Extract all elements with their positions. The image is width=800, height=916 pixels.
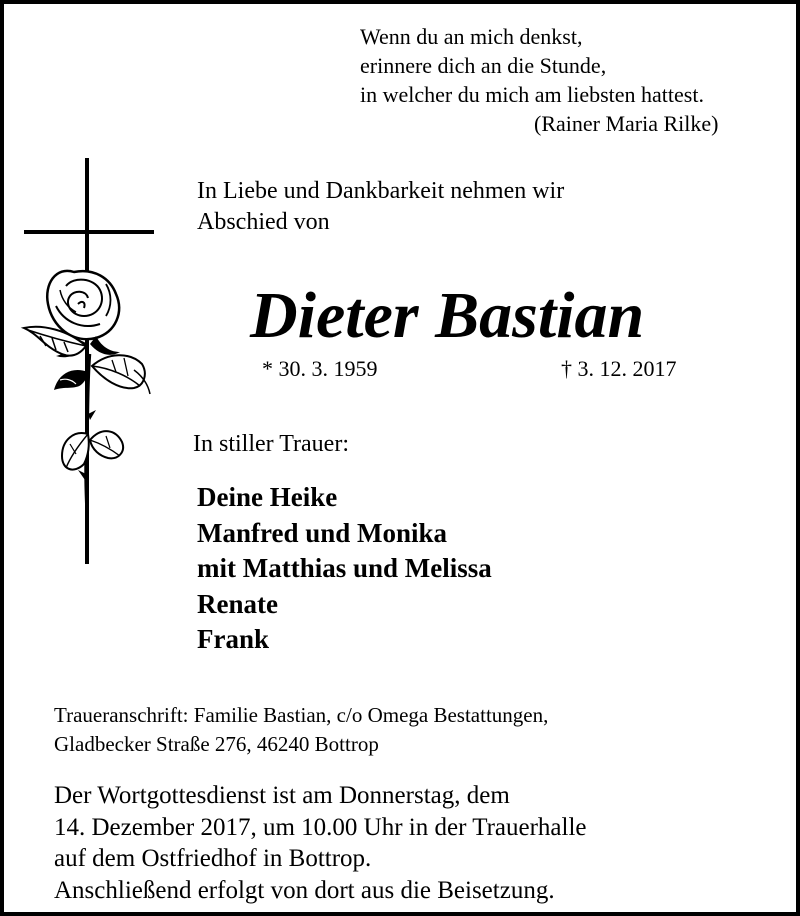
mourning-label: In stiller Trauer:	[193, 431, 349, 457]
deceased-name: Dieter Bastian	[250, 279, 645, 352]
intro-text	[197, 176, 564, 238]
intro-line-2: Abschied von	[197, 209, 330, 235]
family-member: Renate	[197, 588, 278, 619]
service-line-4: Anschließend erfolgt von dort aus die Beisetzung.	[54, 876, 555, 904]
poem-line-3: in welcher du mich am liebsten hattest.	[360, 82, 704, 107]
mourning-address	[54, 701, 548, 759]
family-member: Manfred und Monika	[197, 517, 448, 548]
poem-quote	[360, 22, 719, 138]
family-member: Frank	[197, 624, 270, 654]
family-member: mit Matthias und Melissa	[197, 553, 492, 583]
service-info	[54, 780, 587, 906]
family-member: Deine Heike	[197, 482, 338, 512]
service-line-1: Der Wortgottesdienst ist am Donnerstag, dem	[54, 782, 510, 809]
address-line-1: Traueranschrift: Familie Bastian, c/o Omega Bestattungen,	[54, 703, 549, 727]
family-list	[197, 480, 492, 658]
intro-line-1: In Liebe und Dankbarkeit nehmen wir	[197, 178, 565, 204]
address-line-2: Gladbecker Straße 276, 46240 Bottrop	[54, 732, 379, 756]
service-line-3: auf dem Ostfriedhof in Bottrop.	[54, 845, 372, 872]
poem-line-2: erinnere dich an die Stunde,	[360, 53, 607, 78]
poem-author: (Rainer Maria Rilke)	[534, 111, 719, 136]
cross-with-rose-icon	[16, 154, 161, 569]
death-date: † 3. 12. 2017	[561, 356, 677, 381]
birth-date: * 30. 3. 1959	[262, 356, 378, 381]
service-line-2: 14. Dezember 2017, um 10.00 Uhr in der Trauerhalle	[54, 813, 587, 841]
poem-line-1: Wenn du an mich denkst,	[360, 24, 583, 49]
